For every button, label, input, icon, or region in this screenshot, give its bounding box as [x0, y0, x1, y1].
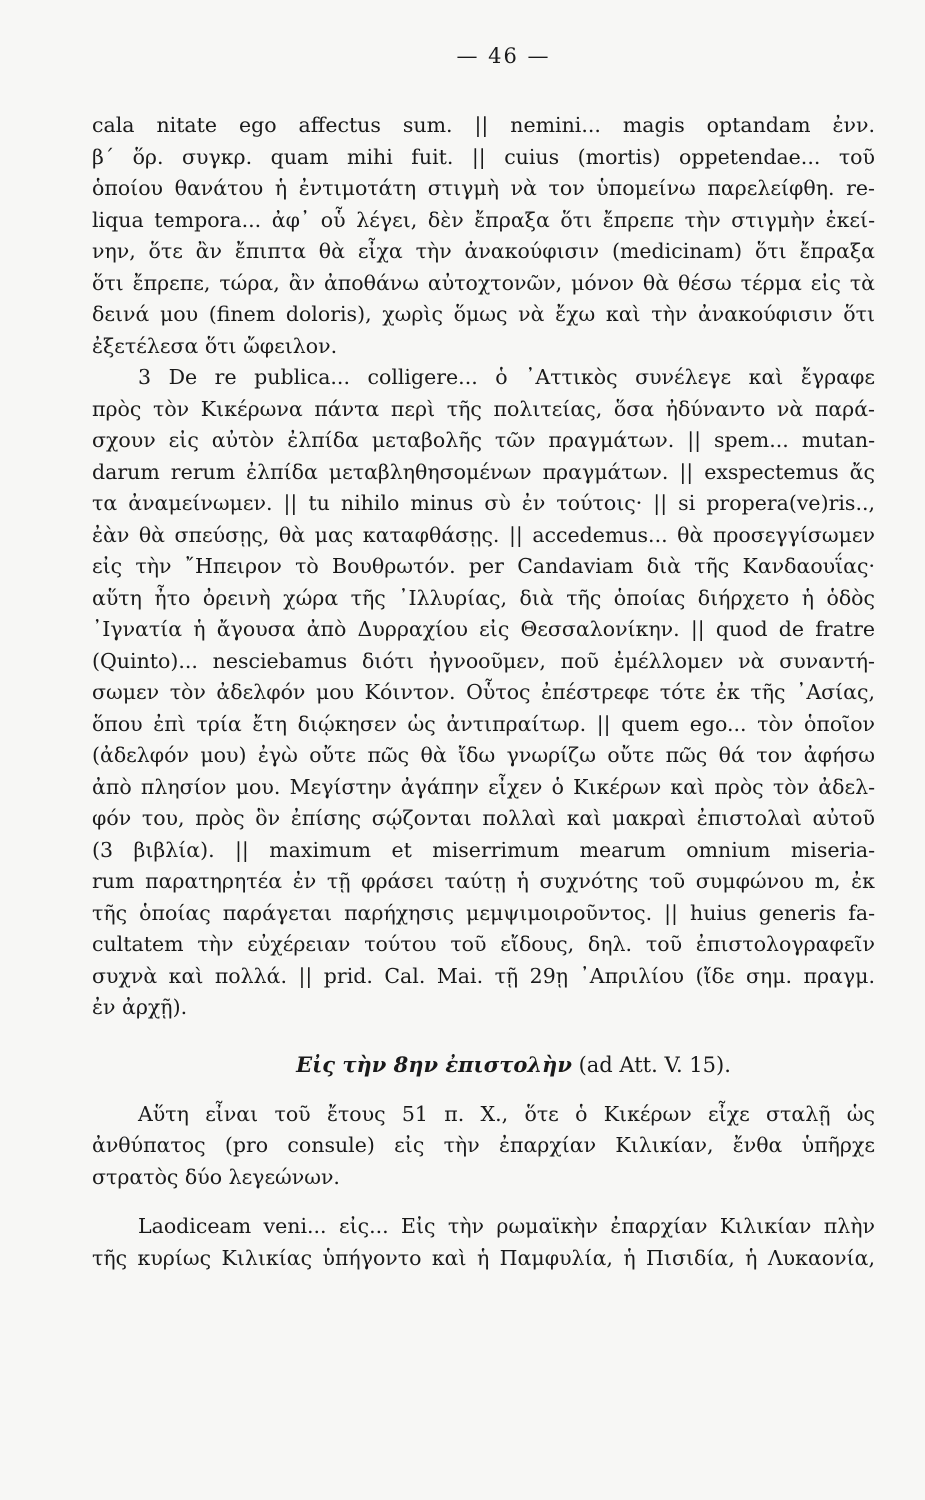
text-line: (3 βιβλία). || maximum et miserrimum mearum omnium miseria- — [92, 837, 875, 862]
text-line: ἐξετέλεσα ὅτι ὤφειλον. — [92, 333, 338, 358]
commentary-paragraph-1 — [92, 110, 875, 362]
text-line: εἰς τὴν ῎Ηπειρον τὸ Βουθρωτόν. per Candaviam διὰ τῆς Κανδαουΐας· — [92, 554, 875, 578]
page-number: — 46 — — [456, 44, 551, 68]
text-line: τα ἀναμείνωμεν. || tu nihilo minus σὺ ἐν τούτοις· || si propera(ve)ris.., — [92, 491, 875, 515]
heading-greek: Εἰς τὴν 8ην ἐπιστολὴν — [296, 1051, 572, 1077]
text-line: στρατὸς δύο λεγεώνων. — [92, 1164, 340, 1189]
text-line: τῆς κυρίως Κιλικίας ὑπήγοντο καὶ ἡ Παμφυλία, ἡ Πισιδία, ἡ Λυκαονία, — [92, 1245, 875, 1270]
text-line: συχνὰ καὶ πολλά. || prid. Cal. Mai. τῇ 29ῃ ᾽Απριλίου (ἴδε σημ. πραγμ. — [92, 963, 875, 988]
text-line: ἐὰν θὰ σπεύσῃς, θὰ μας καταφθάσῃς. || accedemus... θὰ προσεγγίσωμεν — [92, 522, 875, 547]
text-line: ἀπὸ πλησίον μου. Μεγίστην ἀγάπην εἶχεν ὁ Κικέρων καὶ πρὸς τὸν ἀδελ- — [92, 774, 875, 799]
heading-latin: (ad Att. V. 15). — [578, 1052, 731, 1077]
commentary-paragraph-3 — [92, 1099, 875, 1194]
text-line: darum rerum ἐλπίδα μεταβληθησομένων πραγμάτων. || exspectemus ἄς — [92, 459, 875, 484]
text-line: σχουν εἰς αὐτὸν ἐλπίδα μεταβολῆς τῶν πραγμάτων. || spem... mutan- — [92, 428, 875, 452]
text-line: φόν του, πρὸς ὃν ἐπίσης σῴζονται πολλαὶ καὶ μακραὶ ἐπιστολαὶ αὐτοῦ — [92, 806, 875, 830]
text-line: σωμεν τὸν ἀδελφόν μου Κόιντον. Οὗτος ἐπέστρεφε τότε ἐκ τῆς ᾽Ασίας, — [92, 680, 875, 704]
text-line: ἐν ἀρχῇ). — [92, 995, 188, 1019]
text-line: rum παρατηρητέα ἐν τῇ φράσει ταύτῃ ἡ συχνότης τοῦ συμφώνου m, ἐκ — [92, 869, 875, 893]
text-line: πρὸς τὸν Κικέρωνα πάντα περὶ τῆς πολιτείας, ὅσα ἠδύναντο νὰ παρά- — [92, 396, 875, 421]
text-line: τῆς ὁποίας παράγεται παρήχησις μεμψιμοιροῦντος. || huius generis fa- — [92, 900, 875, 925]
text-line: (Quinto)... nesciebamus διότι ἠγνοοῦμεν, ποῦ ἐμέλλομεν νὰ συναντή- — [92, 648, 875, 673]
text-line: ᾽Ιγνατία ἡ ἄγουσα ἀπὸ Δυρραχίου εἰς Θεσσαλονίκην. || quod de fratre — [92, 617, 875, 641]
text-line: (ἀδελφόν μου) ἐγὼ οὔτε πῶς θὰ ἴδω γνωρίζω οὔτε πῶς θά τον ἀφήσω — [92, 743, 875, 767]
text-line: νην, ὅτε ἂν ἔπιπτα θὰ εἶχα τὴν ἀνακούφισιν (medicinam) ὅτι ἔπραξα — [92, 239, 875, 263]
text-line: ὅτι ἔπρεπε, τώρα, ἂν ἀποθάνω αὐτοχτονῶν, μόνον θὰ θέσω τέρμα εἰς τὰ — [92, 270, 875, 295]
text-line: liqua tempora... ἀφ᾽ οὗ λέγει, δὲν ἔπραξα ὅτι ἔπρεπε τὴν στιγμὴν ἐκεί- — [92, 207, 875, 232]
text-line: αὕτη ἦτο ὀρεινὴ χώρα τῆς ᾽Ιλλυρίας, διὰ τῆς ὁποίας διήρχετο ἡ ὁδὸς — [92, 585, 875, 610]
commentary-paragraph-4 — [92, 1211, 875, 1274]
section-heading — [152, 1052, 875, 1077]
commentary-paragraph-2 — [92, 362, 875, 1024]
text-line: cala nitate ego affectus sum. || nemini... magis optandam ἐνν. — [92, 113, 875, 137]
text-line: Αὕτη εἶναι τοῦ ἔτους 51 π. Χ., ὅτε ὁ Κικέρων εἶχε σταλῇ ὡς — [138, 1101, 875, 1126]
text-line: Laodiceam veni... εἰς... Εἰς τὴν ρωμαϊκὴν ἐπαρχίαν Κιλικίαν πλὴν — [138, 1214, 875, 1238]
text-line: β΄ ὅρ. συγκρ. quam mihi fuit. || cuius (mortis) oppetendae... τοῦ — [92, 144, 875, 169]
text-line: ὅπου ἐπὶ τρία ἔτη διῴκησεν ὡς ἀντιπραίτωρ. || quem ego... τὸν ὁποῖον — [92, 711, 875, 736]
text-line: ὁποίου θανάτου ἡ ἐντιμοτάτη στιγμὴ νὰ τον ὑπομείνω παρελείφθη. re- — [92, 176, 875, 200]
text-line: ἀνθύπατος (pro consule) εἰς τὴν ἐπαρχίαν Κιλικίαν, ἔνθα ὑπῆρχε — [92, 1133, 875, 1157]
text-line: 3 De re publica... colligere... ὁ ᾽Αττικὸς συνέλεγε καὶ ἔγραφε — [138, 365, 875, 389]
text-line: cultatem τὴν εὐχέρειαν τούτου τοῦ εἴδους, δηλ. τοῦ ἐπιστολογραφεῖν — [92, 932, 875, 956]
text-line: δεινά μου (finem doloris), χωρὶς ὅμως νὰ ἔχω καὶ τὴν ἀνακούφισιν ὅτι — [92, 302, 875, 326]
